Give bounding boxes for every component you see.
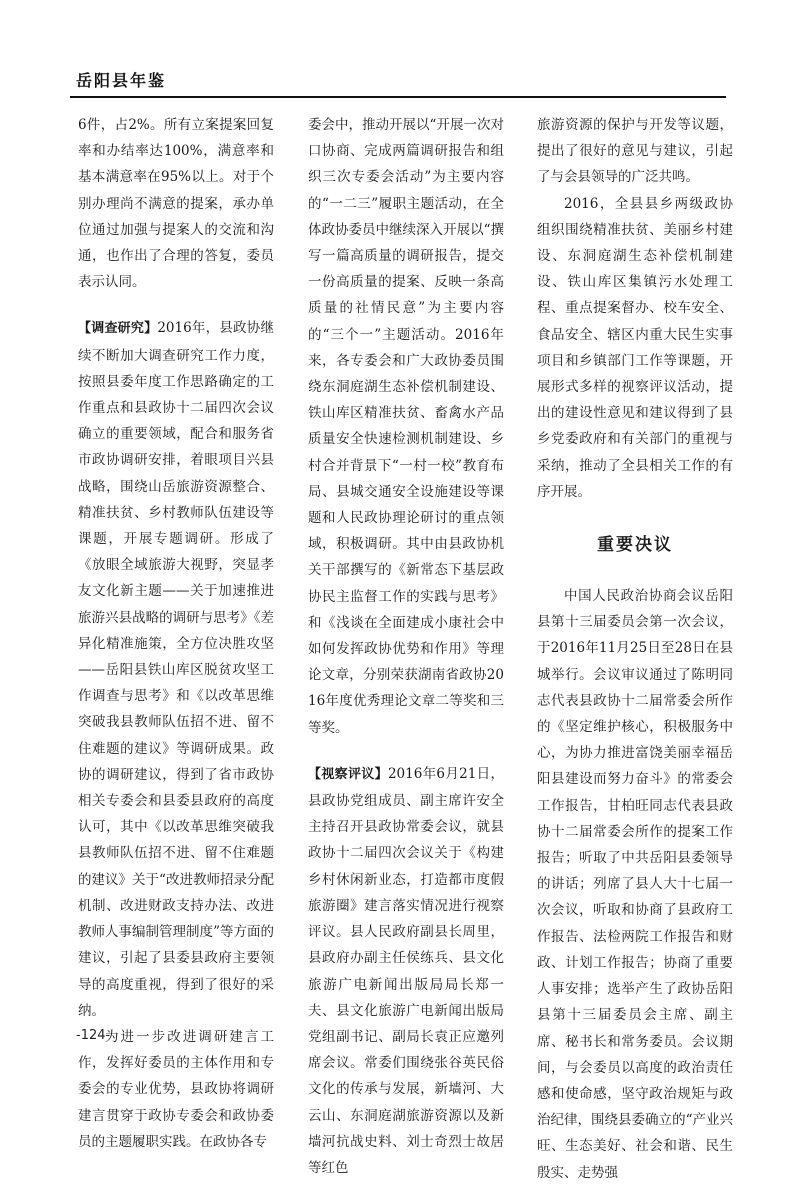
text-column-2	[308, 112, 504, 1176]
paragraph-text: 2016年6月21日，县政协党组成员、副主席许安全主持召开县政协常委会议，就县政协十二届四次会议关于《构建乡村休闲新业态，打造都市度假旅游圈》建言落实情况进行视察评议。县人民政府副县长周里，县政府办副主任侯练兵、县文化旅游广电新闻出版局局长郑一夫、县文化旅游广电新闻出版局党组副书记、副局长袁正应邀列席会议。常委们围绕张谷英民俗文化的传承与发展，新墙河、大云山、东洞庭湖旅游资源以及新墙河抗战史料、刘士奇烈士故居等红色	[308, 765, 504, 1176]
section-heading: 重要决议	[597, 535, 673, 556]
text-column-3	[537, 112, 733, 1181]
page-number: -124-	[76, 1028, 111, 1043]
header-divider	[70, 96, 726, 98]
paragraph: 6件，占2%。所有立案提案回复率和办结率达100%，满意率和基本满意率在95%以上。对于个别办理尚不满意的提案，承办单位通过加强与提案人的交流和沟通，也作出了合理的答复，委员表示认同。	[78, 117, 274, 291]
paragraph	[78, 315, 274, 1023]
section-tag: 【视察评议】	[308, 766, 388, 782]
paragraph-text: 2016年，县政协继续不断加大调查研究工作力度，按照县委年度工作思路确定的工作重点和县政协十二届四次会议确立的重要领域，配合和服务省市政协调研安排，着眼项目兴县战略，围绕山岳旅游资源整合、精准扶贫、乡村教师队伍建设等课题，开展专题调研。形成了《放眼全域旅游大视野，突显孝友文化新主题——关于加速推进旅游兴县战略的调研与思考》《差异化精准施策，全方位决胜攻坚——岳阳县铁山库区脱贫攻坚工作调查与思考》和《以改革思维突破我县教师队伍招不进、留不住难题的建议》等调研成果。政协的调研建议，得到了省市政协相关专委会和县委县政府的高度认可，其中《以改革思维突破我县教师队伍招不进、留不住难题的建议》关于“改进教师招录分配机制、改进财政支持办法、改进教师人事编制管理制度”等方面的建议，引起了县委县政府主要领导的高度重视，得到了很好的采纳。	[78, 320, 274, 1019]
paragraph: 为进一步改进调研建言工作，发挥好委员的主体作用和专委会的专业优势，县政协将调研建言贯穿于政协专委会和政协委员的主题履职实践。在政协各专	[78, 1028, 274, 1150]
paragraph: 旅游资源的保护与开发等议题，提出了很好的意见与建议，引起了与会县领导的广泛共鸣。	[537, 117, 733, 186]
paragraph: 中国人民政治协商会议岳阳县第十三届委员会第一次会议，于2016年11月25日至28日在县城举行。会议审议通过了陈明同志代表县政协十二届常委会所作的《坚定维护核心，积极服务中心，为协力推进富饶美丽幸福岳阳县建设而努力奋斗》的常委会工作报告，甘柏旺同志代表县政协十二届常委会所作的提案工作报告；听取了中共岳阳县委领导的讲话；列席了县人大十七届一次会议，听取和协商了县政府工作报告、法检两院工作报告和财政、计划工作报告；协商了重要人事安排；选举产生了政协岳阳县第十三届委员会主席、副主席、秘书长和常务委员。会议期间，与会委员以高度的政治责任感和使命感，坚守政治规矩与政治纪律，围绕县委确立的“产业兴旺、生态美好、社会和谐、民生殷实、走势强	[537, 588, 733, 1181]
paragraph	[308, 761, 504, 1181]
section-tag: 【调查研究】	[78, 321, 158, 337]
paragraph: 委会中，推动开展以“开展一次对口协商、完成两篇调研报告和组织三次专委会活动”为主要内容的“一二三”履职主题活动，在全体政协委员中继续深入开展以“撰写一篇高质量的调研报告，提交一份高质量的提案、反映一条高质量的社情民意”为主要内容的“三个一”主题活动。2016年来，各专委会和广大政协委员围绕东洞庭湖生态补偿机制建设、铁山库区精准扶贫、畜禽水产品质量安全快速检测机制建设、乡村合并背景下“一村一校”教育布局、县城交通安全设施建设等课题和人民政协理论研讨的重点领域，积极调研。其中由县政协机关干部撰写的《新常态下基层政协民主监督工作的实践与思考》和《浅谈在全面建成小康社会中如何发挥政协优势和作用》等理论文章，分别荣获湖南省政协2016年度优秀理论文章二等奖和三等奖。	[308, 117, 504, 736]
paragraph: 2016，全县县乡两级政协组织围绕精准扶贫、美丽乡村建设、东洞庭湖生态补偿机制建设、铁山库区集镇污水处理工程、重点提案督办、校车安全、食品安全、辖区内重大民生实事项目和乡镇部门工作等课题，开展形式多样的视察评议活动，提出的建设性意见和建议得到了县乡党委政府和有关部门的重视与采纳，推动了全县相关工作的有序开展。	[537, 195, 733, 500]
running-header-title: 岳阳县年鉴	[76, 71, 167, 90]
